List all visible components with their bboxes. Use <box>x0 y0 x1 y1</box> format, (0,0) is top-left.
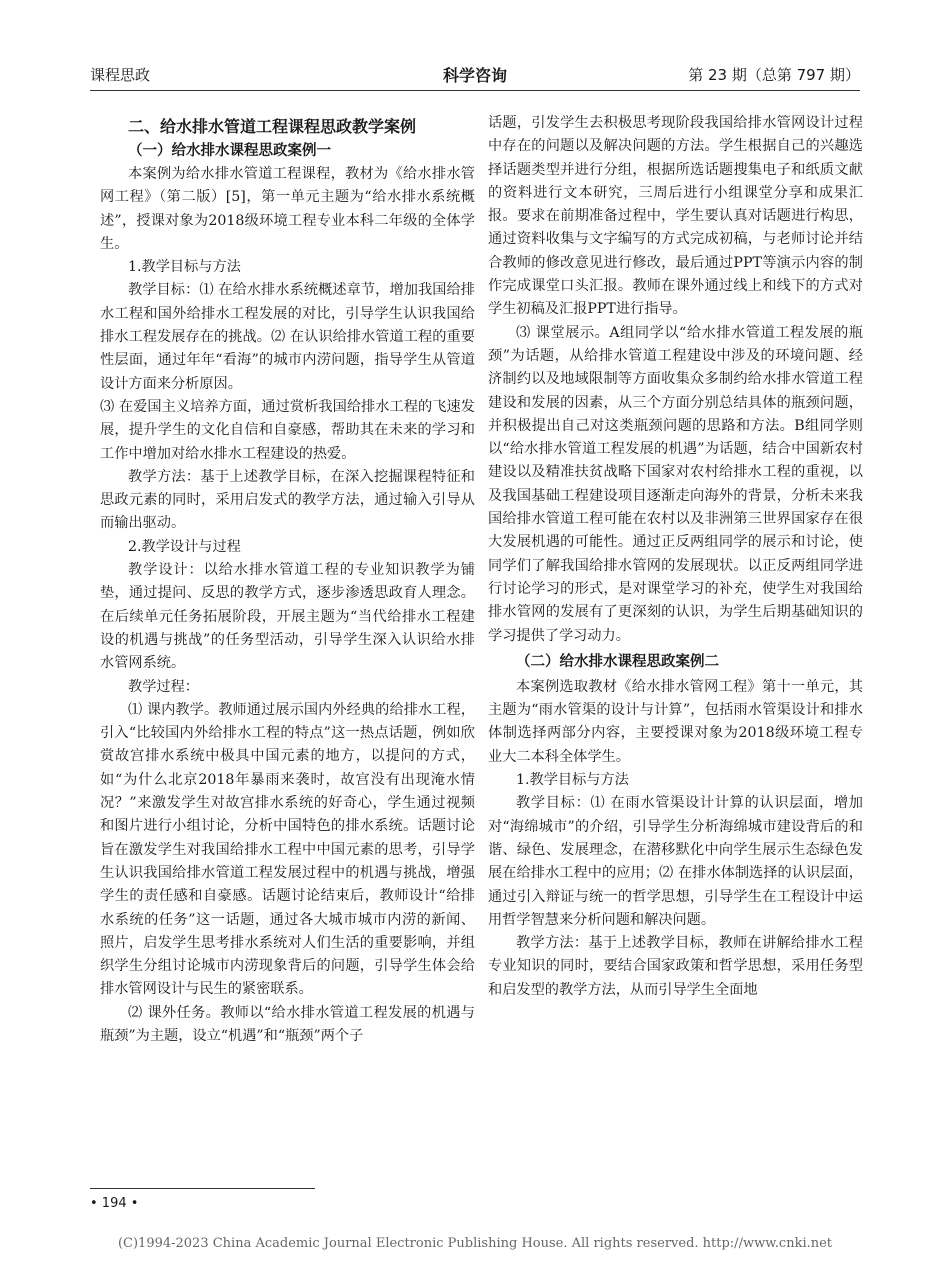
case-one-process-heading: 教学过程： <box>128 678 199 695</box>
case-two-method-paragraph: 教学方法：基于上述教学目标，教师在讲解给排水工程专业知识的同时，要结合国家政策和哲学思想，采用任务型和启发型的教学方法，从而引导学生全面地 <box>488 935 863 998</box>
subsection-title-case-one: （一）给水排水课程思政案例一 <box>128 143 331 159</box>
page-header <box>90 60 860 86</box>
case-one-intro: 本案例为给水排水管道工程课程，教材为《给水排水管网工程》（第二版）[5]，第一单元主题为“给水排水系统概述”，授课对象为2018级环境工程专业本科二年级的全体学生。 <box>100 166 475 252</box>
copyright-line: (C)1994-2023 China Academic Journal Electronic Publishing House. All rights reserved. http://www.cnki.net <box>117 1236 833 1251</box>
right-column <box>488 112 863 1002</box>
case-one-method-paragraph: 教学方法：基于上述教学目标，在深入挖掘课程特征和思政元素的同时，采用启发式的教学方法，通过输入引导从而输出驱动。 <box>100 468 475 532</box>
footer-divider <box>90 1188 315 1189</box>
page-number: • 194 • <box>90 1196 139 1211</box>
header-issue-number: 第 23 期（总第 797 期） <box>688 66 860 84</box>
header-column-label: 课程思政 <box>90 66 151 84</box>
case-one-out-class-paragraph-cont: 话题，引发学生去积极思考现阶段我国给排水管网设计过程中存在的问题以及解决问题的方法。学生根据自己的兴趣选择话题类型并进行分组，根据所选话题搜集电子和纸质文献的资料进行文本研究，三周后进行小组课堂分享和成果汇报。要求在前期准备过程中，学生要认真对话题进行构思，通过资料收集与文字编写的方式完成初稿，与老师讨论并结合教师的修改意见进行修改，最后通过PPT等演示内容的制作完成课堂口头汇报。教师在课外通过线上和线下的方式对学生初稿及汇报PPT进行指导。 <box>488 115 863 318</box>
case-two-intro: 本案例选取教材《给水排水管网工程》第十一单元，其主题为“雨水管渠的设计与计算”，包括雨水管渠设计和排水体制选择两部分内容，主要授课对象为2018级环境工程专业大二本科全体学生。 <box>488 678 863 765</box>
header-journal-name: 科学咨询 <box>442 66 507 85</box>
case-one-goals-paragraph-3: ⑶ 在爱国主义培养方面，通过赏析我国给排水工程的飞速发展，提升学生的文化自信和自豪感，帮助其在未来的学习和工作中增加对给水排水工程建设的热爱。 <box>100 398 475 462</box>
case-one-display-paragraph: ⑶ 课堂展示。A组同学以“给水排水管道工程发展的瓶颈”为话题，从给排水管道工程建设中涉及的环境问题、经济制约以及地域限制等方面收集众多制约给水排水管道工程建设和发展的因素，从三个方面分别总结具体的瓶颈问题，并积极提出自己对这类瓶颈问题的思路和方法。B组同学则以“给水排水管道工程发展的机遇”为话题，结合中国新农村建设以及精准扶贫战略下国家对农村给排水工程的重视，以及我国基础工程建设项目逐渐走向海外的背景，分析未来我国给排水管道工程可能在农村以及非洲第三世界国家存在很大发展机遇的可能性。通过正反两组同学的展示和讨论，使同学们了解我国给排水管网的发展现状。以正反两组同学进行讨论学习的形式，是对课堂学习的补充，使学生对我国给排水管网的发展有了更深刻的认识，为学生后期基础知识的学习提供了学习动力。 <box>488 324 863 644</box>
case-two-goals-paragraph: 教学目标：⑴ 在雨水管渠设计计算的认识层面，增加对“海绵城市”的介绍，引导学生分析海绵城市建设背后的和谐、绿色、发展理念，在潜移默化中向学生展示生态绿色发展在给排水工程中的应用；⑵ 在排水体制选择的认识层面，通过引入辩证与统一的哲学思想，引导学生在工程设计中运用哲学智慧来分析问题和解决问题。 <box>488 795 863 928</box>
case-one-design-heading: 2.教学设计与过程 <box>128 538 241 555</box>
header-divider <box>90 90 860 91</box>
case-two-goals-heading: 1.教学目标与方法 <box>516 772 629 789</box>
subsection-title-case-two: （二）给水排水课程思政案例二 <box>516 653 719 670</box>
case-one-goals-heading: 1.教学目标与方法 <box>128 259 241 276</box>
case-one-design-paragraph: 教学设计：以给水排水管道工程的专业知识教学为铺垫，通过提问、反思的教学方式，逐步渗透思政育人理念。在后续单元任务拓展阶段，开展主题为“当代给排水工程建设的机遇与挑战”的任务型活动，引导学生深入认识给水排水管网系统。 <box>100 562 475 672</box>
case-one-out-class-paragraph-start: ⑵ 课外任务。教师以“给水排水管道工程发展的机遇与瓶颈”为主题，设立“机遇”和“瓶颈”两个子 <box>100 1004 475 1044</box>
section-title: 二、给水排水管道工程课程思政教学案例 <box>128 117 417 136</box>
left-column <box>100 112 475 1048</box>
case-one-goals-paragraph: 教学目标：⑴ 在给水排水系统概述章节，增加我国给排水工程和国外给排水工程发展的对比，引导学生认识我国给排水工程发展存在的挑战。⑵ 在认识给排水管道工程的重要性层面，通过年年“看海”的城市内涝问题，指导学生从管道设计方面来分析原因。 <box>100 282 475 392</box>
case-one-in-class-paragraph: ⑴ 课内教学。教师通过展示国内外经典的给排水工程，引入“比较国内外给排水工程的特点”这一热点话题，例如欣赏故宫排水系统中极具中国元素的地方，以提问的方式，如“为什么北京2018年暴雨来袭时，故宫没有出现淹水情况？”来激发学生对故宫排水系统的好奇心，学生通过视频和图片进行小组讨论，分析中国特色的排水系统。话题讨论旨在激发学生对我国给排水工程中中国元素的思考，引导学生认识我国给排水管道工程发展过程中的机遇与挑战，增强学生的责任感和自豪感。话题讨论结束后，教师设计“给排水系统的任务”这一话题，通过各大城市城市内涝的新闻、照片，启发学生思考排水系统对人们生活的重要影响，并组织学生分组讨论城市内涝现象背后的问题，引导学生体会给排水管网设计与民生的紧密联系。 <box>100 701 475 998</box>
